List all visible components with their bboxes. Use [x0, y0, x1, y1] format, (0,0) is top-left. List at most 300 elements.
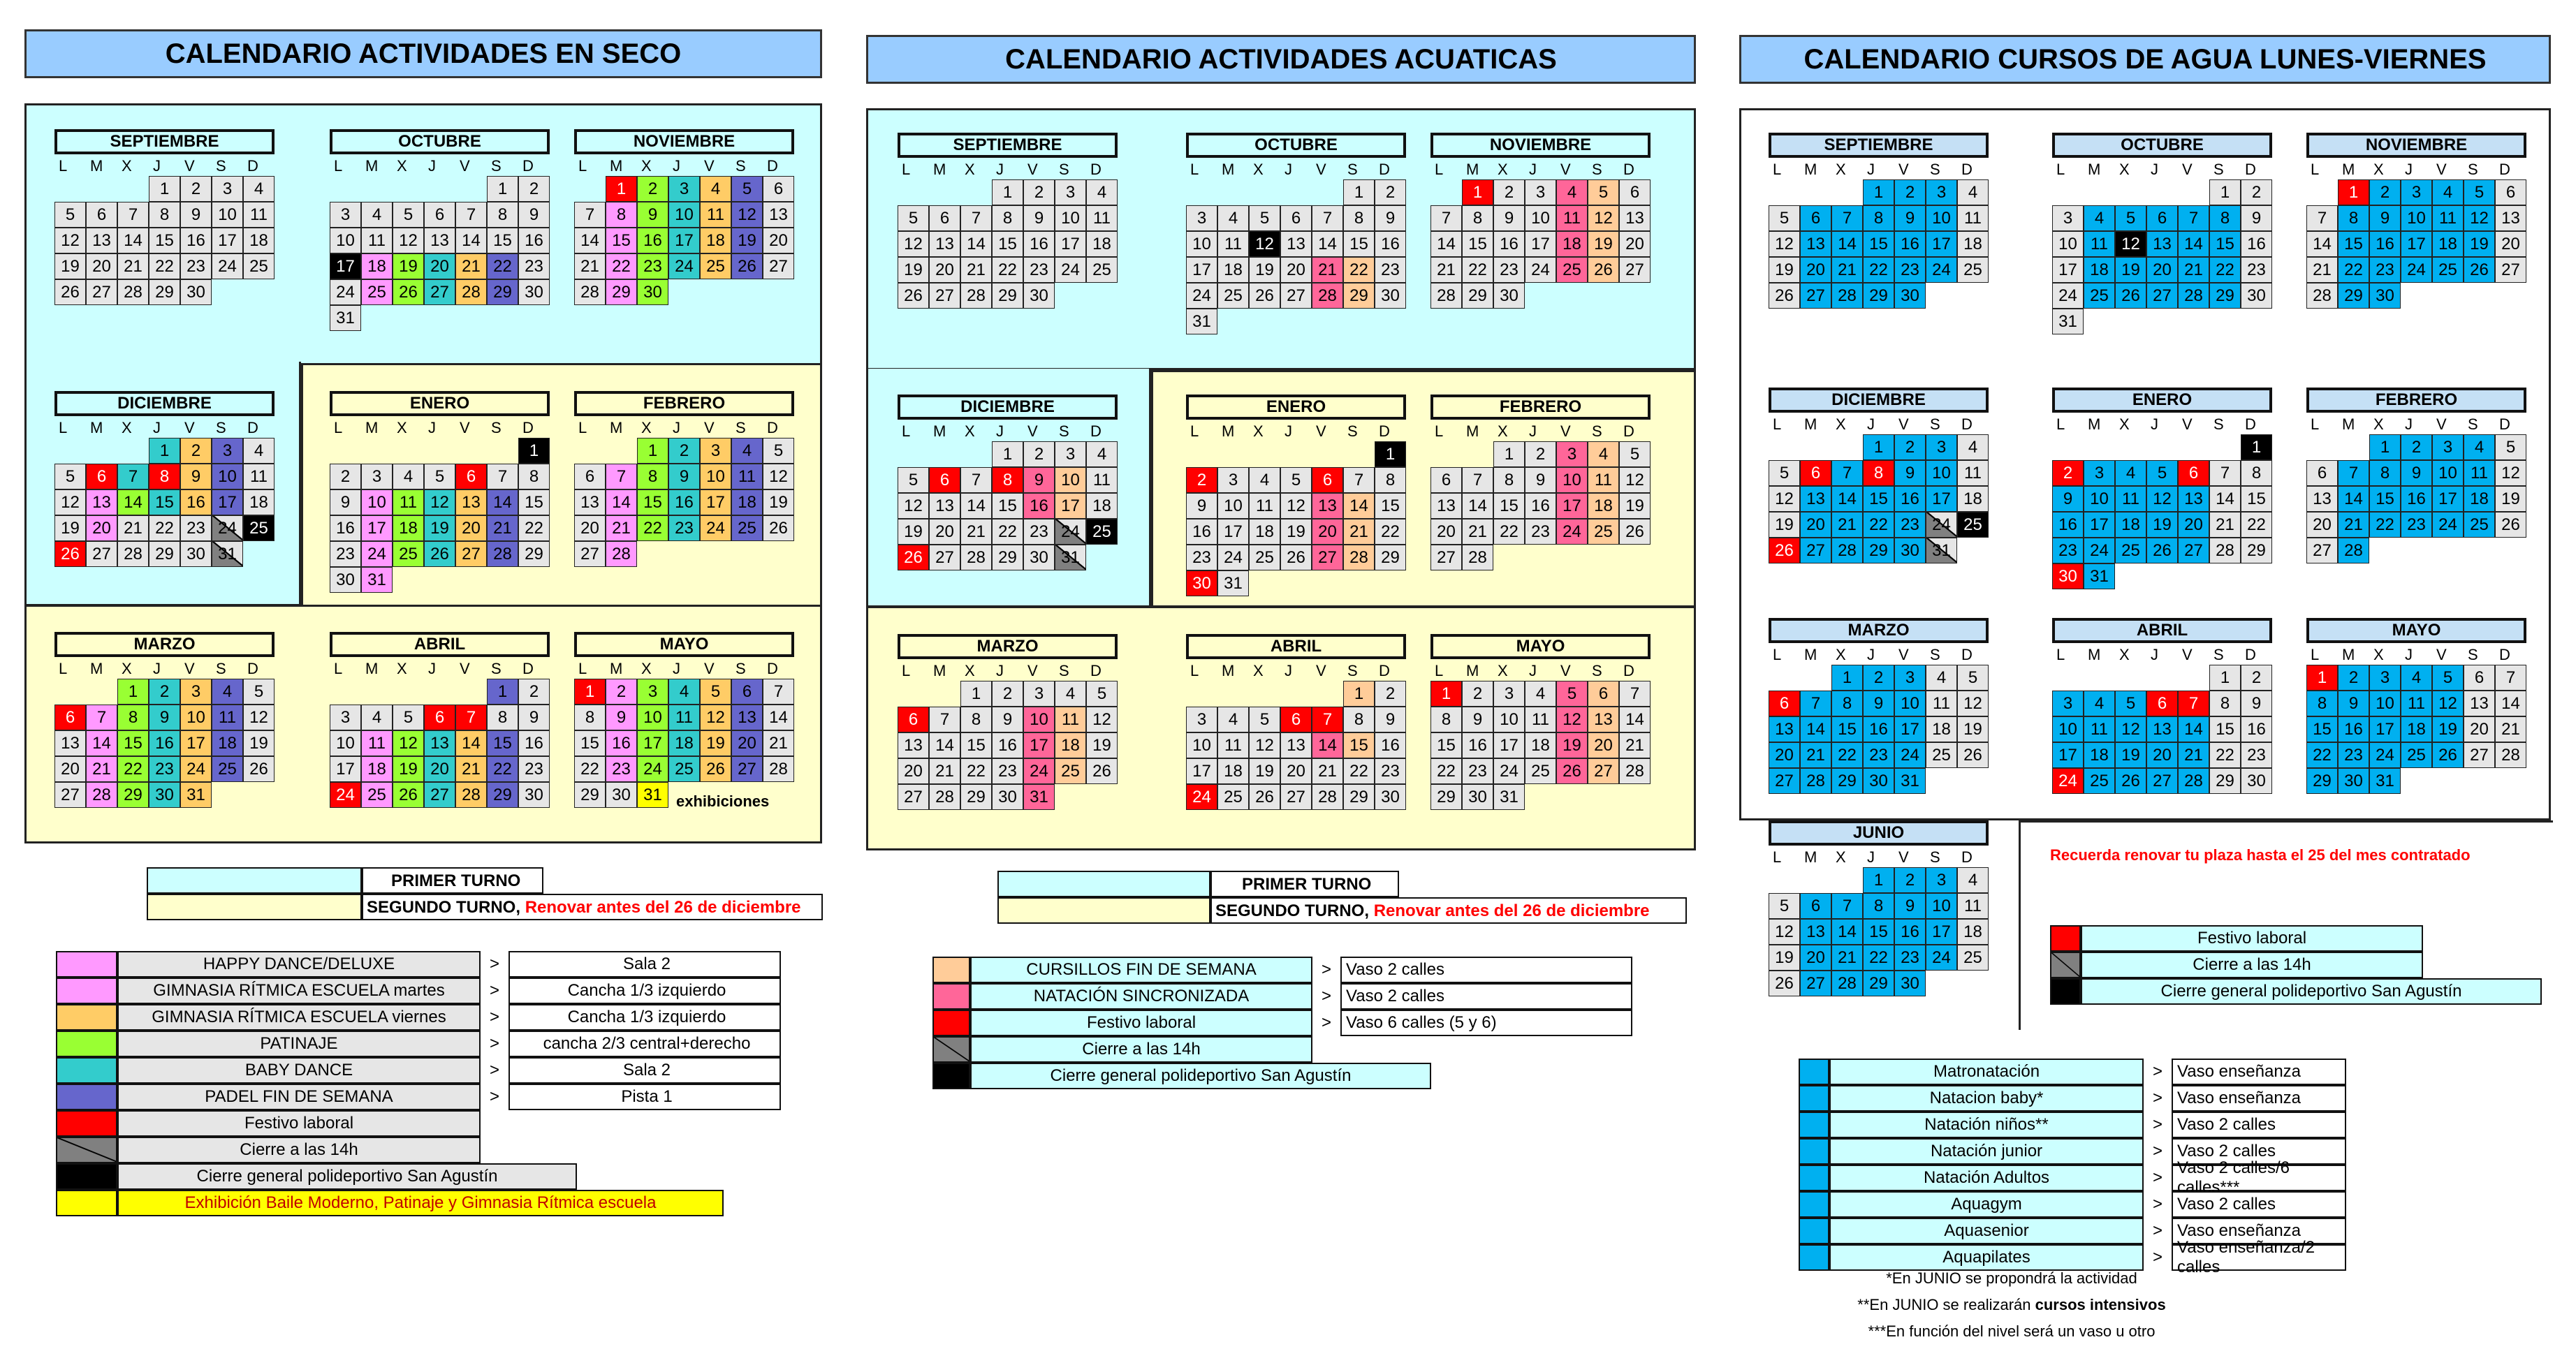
month-header: NOVIEMBRE — [1430, 133, 1651, 158]
day-cell: 9 — [518, 705, 550, 730]
month-header: SEPTIEMBRE — [898, 133, 1118, 158]
acu-primer-turno-label: PRIMER TURNO — [1242, 875, 1372, 894]
day-cell: 6 — [86, 202, 117, 228]
day-cell: 22 — [1343, 758, 1375, 784]
acu-cierre-general-swatch — [932, 1063, 970, 1089]
day-cell: 24 — [1926, 257, 1957, 283]
weekday-label: J — [153, 418, 161, 436]
day-cell: 24 — [1217, 545, 1249, 570]
day-cell: 14 — [1430, 231, 1462, 257]
agua-month-octubre — [2052, 133, 2272, 334]
weekday-label: L — [2311, 645, 2320, 663]
day-cell: 12 — [700, 705, 731, 730]
day-cell: 2 — [2401, 434, 2432, 460]
seco-legend-row — [56, 978, 781, 1004]
agua-legend-swatch — [1799, 1165, 1829, 1191]
day-cell: 3 — [212, 438, 243, 464]
day-cell: 13 — [1800, 919, 1831, 945]
day-cell: 25 — [1556, 257, 1588, 283]
weekday-label: V — [2436, 160, 2447, 178]
day-cell: 28 — [2338, 538, 2369, 563]
day-cell: 10 — [1186, 231, 1217, 257]
day-cell: 25 — [361, 279, 393, 305]
day-cell: 14 — [2495, 691, 2526, 716]
weekday-label: J — [428, 418, 436, 436]
seco-exhibicion-label: Exhibición Baile Moderno, Patinaje y Gimnasia Rítmica escuela — [117, 1190, 724, 1216]
day-cell: 29 — [518, 541, 550, 567]
day-cell: 15 — [960, 732, 992, 758]
seco-legend-swatch — [56, 1057, 117, 1084]
day-cell: 3 — [1894, 665, 1926, 691]
day-cell: 16 — [2241, 716, 2272, 742]
day-cell: 17 — [2401, 231, 2432, 257]
acu-segundo-turno-label — [1215, 899, 1650, 924]
day-cell: 21 — [1619, 732, 1651, 758]
day-cell: 17 — [637, 730, 668, 756]
day-cell: 21 — [2495, 716, 2526, 742]
agua-legend-cierre14 — [2050, 952, 2423, 978]
day-cell: 7 — [1831, 893, 1863, 919]
weekday-label: S — [1347, 160, 1358, 178]
weekday-label: J — [153, 156, 161, 175]
day-cell: 4 — [1217, 205, 1249, 231]
day-cell: 23 — [1375, 257, 1406, 283]
day-cell: 22 — [960, 758, 992, 784]
weekday-label: S — [491, 418, 502, 436]
day-cell: 19 — [898, 519, 929, 545]
day-cell: 4 — [2084, 205, 2115, 231]
agua-note-2b: cursos intensivos — [2035, 1296, 2166, 1313]
day-cell: 3 — [2084, 460, 2115, 486]
day-cell: 29 — [487, 782, 518, 808]
day-cell: 1 — [487, 679, 518, 705]
arrow-glyph: > — [2152, 1142, 2162, 1160]
acuaticas-month-mayo — [1430, 634, 1651, 810]
day-grid — [330, 176, 550, 331]
arrow-glyph: > — [2152, 1195, 2162, 1214]
acu-legend-label: CURSILLOS FIN DE SEMANA — [970, 957, 1312, 983]
day-cell: 8 — [637, 464, 668, 489]
day-cell: 18 — [361, 756, 393, 782]
day-cell: 10 — [180, 705, 212, 730]
day-cell: 16 — [1493, 231, 1525, 257]
day-cell: 26 — [54, 279, 86, 305]
day-cell: 9 — [2369, 205, 2401, 231]
day-cell: 30 — [1186, 570, 1217, 596]
day-cell: 1 — [992, 441, 1023, 467]
agua-legend-row — [1799, 1085, 2346, 1112]
weekday-label: D — [1379, 422, 1390, 440]
day-cell: 9 — [2052, 486, 2084, 512]
day-cell: 26 — [1280, 545, 1312, 570]
day-cell: 4 — [1926, 665, 1957, 691]
seco-legend-cierre-general — [56, 1163, 577, 1190]
month-header: MARZO — [898, 634, 1118, 659]
day-cell: 5 — [424, 464, 455, 489]
weekday-label: S — [2468, 645, 2478, 663]
day-cell: 22 — [149, 253, 180, 279]
day-cell: 17 — [1525, 231, 1556, 257]
arrow-glyph: > — [1321, 1013, 1331, 1032]
day-grid — [330, 679, 550, 808]
day-cell: 22 — [2306, 742, 2338, 768]
day-cell: 6 — [2146, 205, 2178, 231]
agua-month-enero — [2052, 388, 2272, 589]
day-grid — [1430, 441, 1651, 570]
day-cell: 16 — [1023, 231, 1055, 257]
day-cell: 11 — [2084, 231, 2115, 257]
day-cell: 4 — [2464, 434, 2495, 460]
weekday-label: M — [2088, 645, 2101, 663]
agua-month-abril — [2052, 618, 2272, 794]
day-cell: 24 — [1186, 784, 1217, 810]
day-cell: 22 — [1343, 257, 1375, 283]
seco-legend-value: Cancha 1/3 izquierdo — [508, 978, 781, 1004]
day-cell: 23 — [2369, 257, 2401, 283]
day-cell: 4 — [1957, 434, 1989, 460]
day-cell: 29 — [1863, 971, 1894, 996]
day-cell: 9 — [992, 707, 1023, 732]
day-cell: 14 — [1800, 716, 1831, 742]
day-cell: 24 — [700, 515, 731, 541]
day-cell: 11 — [2432, 205, 2464, 231]
day-cell: 19 — [1280, 519, 1312, 545]
weekday-label: V — [2182, 160, 2193, 178]
day-cell: 19 — [1957, 716, 1989, 742]
day-grid — [54, 176, 275, 305]
day-cell: 22 — [574, 756, 606, 782]
weekday-label: S — [491, 156, 502, 175]
day-cell: 13 — [455, 489, 487, 515]
day-cell: 20 — [574, 515, 606, 541]
day-cell: 17 — [1055, 493, 1086, 519]
day-cell: 4 — [2084, 691, 2115, 716]
weekday-label: V — [704, 418, 715, 436]
weekday-label: M — [90, 156, 103, 175]
day-cell: 3 — [668, 176, 700, 202]
day-cell: 8 — [149, 464, 180, 489]
day-cell: 15 — [2306, 716, 2338, 742]
day-cell: 18 — [2084, 257, 2115, 283]
arrow-glyph: > — [1321, 960, 1331, 979]
day-cell: 12 — [2115, 231, 2146, 257]
day-cell: 29 — [1343, 784, 1375, 810]
day-cell: 7 — [1312, 707, 1343, 732]
day-cell: 1 — [1343, 681, 1375, 707]
day-cell: 22 — [2369, 512, 2401, 538]
agua-month-marzo — [1769, 618, 1989, 794]
day-cell: 21 — [2178, 257, 2209, 283]
day-cell: 9 — [149, 705, 180, 730]
day-cell: 17 — [1493, 732, 1525, 758]
exhibiciones-label: exhibiciones — [676, 793, 770, 810]
day-cell: 24 — [330, 279, 361, 305]
day-cell: 27 — [86, 279, 117, 305]
day-cell: 8 — [1375, 467, 1406, 493]
day-cell: 19 — [1619, 493, 1651, 519]
day-cell: 27 — [1619, 257, 1651, 283]
weekday-label: D — [247, 659, 258, 677]
day-cell: 13 — [2146, 716, 2178, 742]
day-cell: 19 — [54, 253, 86, 279]
seco-month-marzo — [54, 632, 275, 808]
arrow-glyph: > — [2152, 1248, 2162, 1267]
weekday-label: D — [1090, 661, 1102, 679]
day-cell: 26 — [1249, 784, 1280, 810]
day-cell: 18 — [1217, 257, 1249, 283]
day-cell: 2 — [1023, 441, 1055, 467]
day-cell: 18 — [243, 228, 275, 253]
seco-month-diciembre — [54, 391, 275, 567]
day-cell: 18 — [212, 730, 243, 756]
day-cell: 31 — [1186, 309, 1217, 334]
seco-month-abril — [330, 632, 550, 808]
day-cell: 6 — [763, 176, 794, 202]
weekday-label: V — [1898, 415, 1909, 433]
seco-legend-value: Pista 1 — [508, 1084, 781, 1110]
acu-legend-value: Vaso 2 calles — [1340, 957, 1632, 983]
day-cell: 9 — [1493, 205, 1525, 231]
day-cell: 15 — [1863, 486, 1894, 512]
day-cell: 18 — [2115, 512, 2146, 538]
seco-legend-value: Cancha 1/3 izquierdo — [508, 1004, 781, 1031]
day-cell: 20 — [2146, 257, 2178, 283]
day-cell: 11 — [2084, 716, 2115, 742]
day-cell: 3 — [330, 705, 361, 730]
day-cell: 19 — [2464, 231, 2495, 257]
day-cell: 29 — [1430, 784, 1462, 810]
weekday-label: S — [2213, 415, 2224, 433]
day-cell: 4 — [1086, 179, 1118, 205]
day-cell: 9 — [1863, 691, 1894, 716]
day-cell: 6 — [1280, 707, 1312, 732]
weekday-label: L — [334, 156, 343, 175]
day-cell: 11 — [1086, 467, 1118, 493]
day-cell: 12 — [393, 228, 424, 253]
day-cell: 30 — [180, 279, 212, 305]
weekday-label: L — [59, 418, 68, 436]
day-cell: 28 — [1462, 545, 1493, 570]
agua-month-febrero — [2306, 388, 2526, 563]
seco-segundo-turno-text: SEGUNDO TURNO, — [367, 898, 521, 917]
day-cell: 25 — [1086, 519, 1118, 545]
weekday-label: J — [428, 659, 436, 677]
seco-legend-swatch — [56, 1031, 117, 1057]
day-cell: 30 — [330, 567, 361, 593]
seco-legend-label: BABY DANCE — [117, 1057, 481, 1084]
weekday-label: L — [1773, 848, 1782, 866]
day-cell: 31 — [330, 305, 361, 331]
day-cell: 8 — [574, 705, 606, 730]
weekday-row — [330, 658, 550, 679]
day-cell: 20 — [424, 253, 455, 279]
weekday-label: V — [1316, 661, 1326, 679]
weekday-label: V — [1027, 661, 1038, 679]
day-cell: 19 — [1769, 512, 1800, 538]
day-cell: 14 — [455, 228, 487, 253]
day-cell: 11 — [731, 464, 763, 489]
day-cell: 11 — [668, 705, 700, 730]
day-cell: 21 — [117, 515, 149, 541]
seco-legend-row — [56, 951, 781, 978]
day-cell: 2 — [1525, 441, 1556, 467]
title-seco-text: CALENDARIO ACTIVIDADES EN SECO — [165, 38, 682, 69]
day-cell: 13 — [1588, 707, 1619, 732]
day-cell: 24 — [2369, 742, 2401, 768]
day-cell: 3 — [1525, 179, 1556, 205]
day-cell: 6 — [574, 464, 606, 489]
day-cell: 23 — [180, 515, 212, 541]
weekday-label: J — [996, 422, 1004, 440]
day-cell: 6 — [1280, 205, 1312, 231]
day-cell: 23 — [1375, 758, 1406, 784]
day-cell: 10 — [1525, 205, 1556, 231]
day-cell: 11 — [1957, 893, 1989, 919]
day-cell: 14 — [1343, 493, 1375, 519]
day-cell: 24 — [2432, 512, 2464, 538]
day-cell: 27 — [929, 545, 960, 570]
day-cell: 1 — [2338, 179, 2369, 205]
day-cell: 16 — [518, 228, 550, 253]
weekday-label: M — [610, 156, 623, 175]
day-cell: 20 — [1312, 519, 1343, 545]
day-cell: 18 — [1249, 519, 1280, 545]
agua-legend-swatch — [1799, 1138, 1829, 1165]
day-cell: 26 — [2495, 512, 2526, 538]
acu-cierre-general-label: Cierre general polideportivo San Agustín — [970, 1063, 1431, 1089]
day-cell: 20 — [731, 730, 763, 756]
day-cell: 17 — [212, 228, 243, 253]
day-cell: 5 — [2495, 434, 2526, 460]
weekday-label: J — [2405, 645, 2413, 663]
weekday-label: X — [1253, 661, 1264, 679]
weekday-label: X — [2119, 160, 2130, 178]
day-cell: 20 — [929, 519, 960, 545]
weekday-label: X — [1498, 160, 1508, 178]
day-cell: 23 — [992, 758, 1023, 784]
day-cell: 17 — [2084, 512, 2115, 538]
day-cell: 21 — [1343, 519, 1375, 545]
day-cell: 7 — [1619, 681, 1651, 707]
day-cell: 30 — [1023, 283, 1055, 309]
weekday-label: M — [365, 156, 379, 175]
day-cell: 5 — [1957, 665, 1989, 691]
day-cell: 13 — [1430, 493, 1462, 519]
day-cell: 26 — [2464, 257, 2495, 283]
weekday-label: V — [184, 659, 195, 677]
day-cell: 3 — [637, 679, 668, 705]
day-cell: 28 — [1312, 283, 1343, 309]
day-cell: 1 — [1493, 441, 1525, 467]
weekday-label: M — [933, 661, 946, 679]
day-cell: 19 — [763, 489, 794, 515]
agua-note-2 — [1795, 1296, 2228, 1314]
day-cell: 6 — [2178, 460, 2209, 486]
day-cell: 30 — [149, 782, 180, 808]
weekday-label: V — [2182, 645, 2193, 663]
day-cell: 28 — [929, 784, 960, 810]
day-cell: 19 — [898, 257, 929, 283]
month-header: MAYO — [574, 632, 794, 657]
day-cell: 28 — [2178, 768, 2209, 794]
weekday-label: L — [59, 659, 68, 677]
day-cell: 5 — [54, 202, 86, 228]
day-cell: 24 — [1926, 945, 1957, 971]
weekday-label: V — [460, 418, 470, 436]
weekday-label: M — [90, 418, 103, 436]
day-cell: 3 — [1926, 867, 1957, 893]
weekday-label: J — [1867, 160, 1875, 178]
weekday-label: M — [610, 418, 623, 436]
weekday-label: V — [184, 418, 195, 436]
weekday-label: S — [2213, 645, 2224, 663]
day-cell: 6 — [1769, 691, 1800, 716]
day-cell: 29 — [574, 782, 606, 808]
weekday-label: J — [1529, 160, 1537, 178]
day-cell: 9 — [1023, 205, 1055, 231]
weekday-row — [898, 661, 1118, 681]
month-header: FEBRERO — [574, 391, 794, 416]
day-cell: 20 — [763, 228, 794, 253]
day-cell: 10 — [1023, 707, 1055, 732]
day-cell: 30 — [606, 782, 637, 808]
weekday-label: M — [1222, 422, 1235, 440]
day-cell: 29 — [1462, 283, 1493, 309]
day-cell: 16 — [606, 730, 637, 756]
day-cell: 10 — [1926, 205, 1957, 231]
day-cell: 5 — [763, 438, 794, 464]
day-cell: 5 — [1619, 441, 1651, 467]
day-cell: 28 — [606, 541, 637, 567]
weekday-label: L — [902, 160, 911, 178]
day-cell: 27 — [2146, 768, 2178, 794]
weekday-row — [1769, 847, 1989, 867]
day-cell: 9 — [2401, 460, 2432, 486]
day-cell: 12 — [243, 705, 275, 730]
day-cell: 13 — [2306, 486, 2338, 512]
day-cell: 19 — [731, 228, 763, 253]
seco-cierre-general-label: Cierre general polideportivo San Agustín — [117, 1163, 577, 1190]
agua-cierre14-label: Cierre a las 14h — [2081, 952, 2423, 978]
day-cell: 23 — [637, 253, 668, 279]
day-cell: 25 — [1957, 945, 1989, 971]
day-cell: 19 — [1086, 732, 1118, 758]
day-cell: 16 — [1023, 493, 1055, 519]
day-cell: 29 — [2209, 283, 2241, 309]
day-cell: 27 — [2146, 283, 2178, 309]
day-cell: 14 — [1312, 732, 1343, 758]
day-cell: 7 — [763, 679, 794, 705]
day-cell: 29 — [2241, 538, 2272, 563]
day-cell: 28 — [763, 756, 794, 782]
day-cell: 20 — [424, 756, 455, 782]
seco-legend-value: Sala 2 — [508, 951, 781, 978]
weekday-label: J — [1529, 422, 1537, 440]
weekday-label: S — [2213, 160, 2224, 178]
weekday-label: S — [1930, 160, 1940, 178]
weekday-label: J — [2151, 645, 2158, 663]
day-cell: 13 — [763, 202, 794, 228]
day-cell: 19 — [700, 730, 731, 756]
seco-legend-swatch — [56, 1004, 117, 1031]
day-cell: 8 — [1863, 205, 1894, 231]
day-cell: 9 — [180, 464, 212, 489]
day-cell: 18 — [393, 515, 424, 541]
day-cell: 17 — [1186, 257, 1217, 283]
seco-legend-swatch — [56, 978, 117, 1004]
day-cell: 24 — [1055, 257, 1086, 283]
day-cell: 20 — [455, 515, 487, 541]
